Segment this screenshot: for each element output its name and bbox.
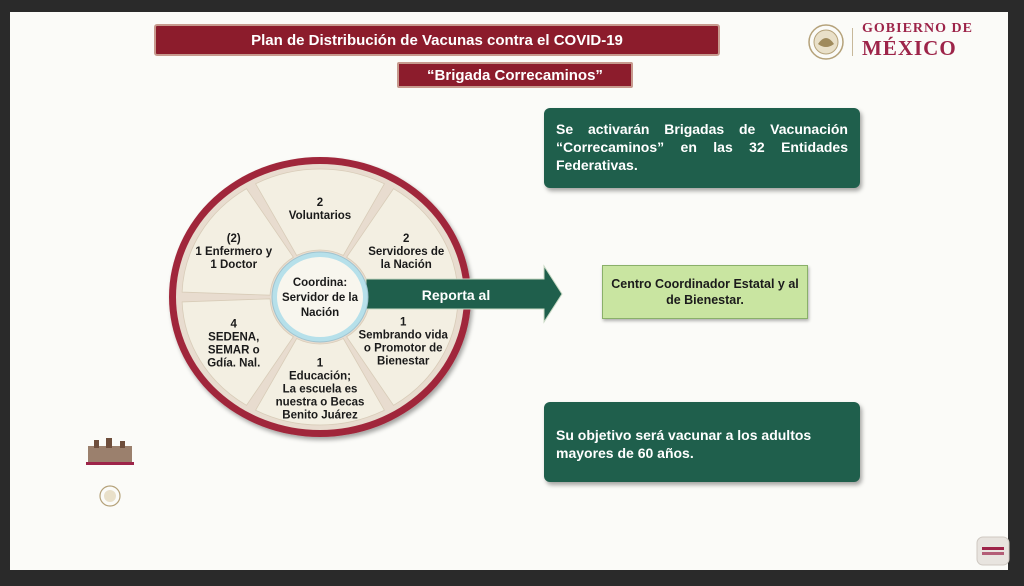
page-subtitle-text: “Brigada Correcaminos” (427, 66, 603, 84)
historical-figures-logo-icon (84, 436, 136, 516)
brigadas-text: Se activarán Brigadas de Vacunación “Correcaminos” en las 32 Entidades Federativas. (556, 121, 848, 173)
centro-coordinador-text: Centro Coordinador Estatal y al de Bienestar. (611, 277, 799, 307)
wheel-segment-label: SEDENA, (208, 331, 260, 344)
wheel-segment-label: Benito Juárez (282, 409, 358, 422)
wheel-segment-label: la Nación (380, 259, 432, 272)
wheel-segment-label: nuestra o Becas (275, 396, 365, 409)
page-title (154, 24, 720, 56)
wheel-segment-label: 1 Enfermero y (195, 246, 273, 259)
brigadas-info-box (544, 108, 860, 188)
edge-mark (1012, 40, 1022, 50)
wheel-segment-label: o Promotor de (363, 342, 443, 355)
objetivo-info-box (544, 402, 860, 482)
wheel-segment-label: Educación; (289, 370, 351, 383)
centro-coordinador-box (602, 265, 808, 319)
wheel-segment-label: SEMAR o (207, 344, 260, 357)
wheel-segment-label: La escuela es (282, 383, 358, 396)
wheel-segment-label: 2 (403, 233, 410, 246)
wheel-segment-label: 4 (230, 318, 237, 331)
page-title-text: Plan de Distribución de Vacunas contra el COVID-19 (251, 31, 623, 49)
center-line-2: Servidor de la (281, 292, 359, 304)
brigada-wheel-diagram (166, 154, 491, 440)
wheel-segment-label: 1 (400, 316, 407, 329)
wheel-segment-label: Voluntarios (288, 210, 352, 223)
objetivo-text: Su objetivo será vacunar a los adultos mayores de 60 años. (556, 427, 812, 461)
logo-line-2: MÉXICO (862, 36, 957, 60)
wheel-segment-label: Bienestar (376, 355, 430, 368)
page-subtitle (397, 62, 633, 88)
arrow-label: Reporta al (421, 287, 491, 303)
wheel-segment-label: 1 (316, 357, 324, 370)
gobierno-de-mexico-logo (862, 22, 973, 59)
logo-line-1: GOBIERNO DE (862, 21, 973, 36)
center-line-3: Nación (300, 307, 340, 319)
center-line-1: Coordina: (292, 277, 348, 289)
wheel-segment-label: 1 Doctor (210, 259, 258, 272)
wheel-segment-label: Sembrando vida (358, 329, 448, 342)
wheel-segment-label: (2) (226, 233, 241, 246)
gobierno-mexico-small-logo-icon (976, 536, 1010, 566)
wheel-segment-label: Servidores de (368, 246, 445, 259)
wheel-segment-label: 2 (316, 197, 324, 210)
wheel-segment-label: Gdía. Nal. (207, 357, 261, 370)
